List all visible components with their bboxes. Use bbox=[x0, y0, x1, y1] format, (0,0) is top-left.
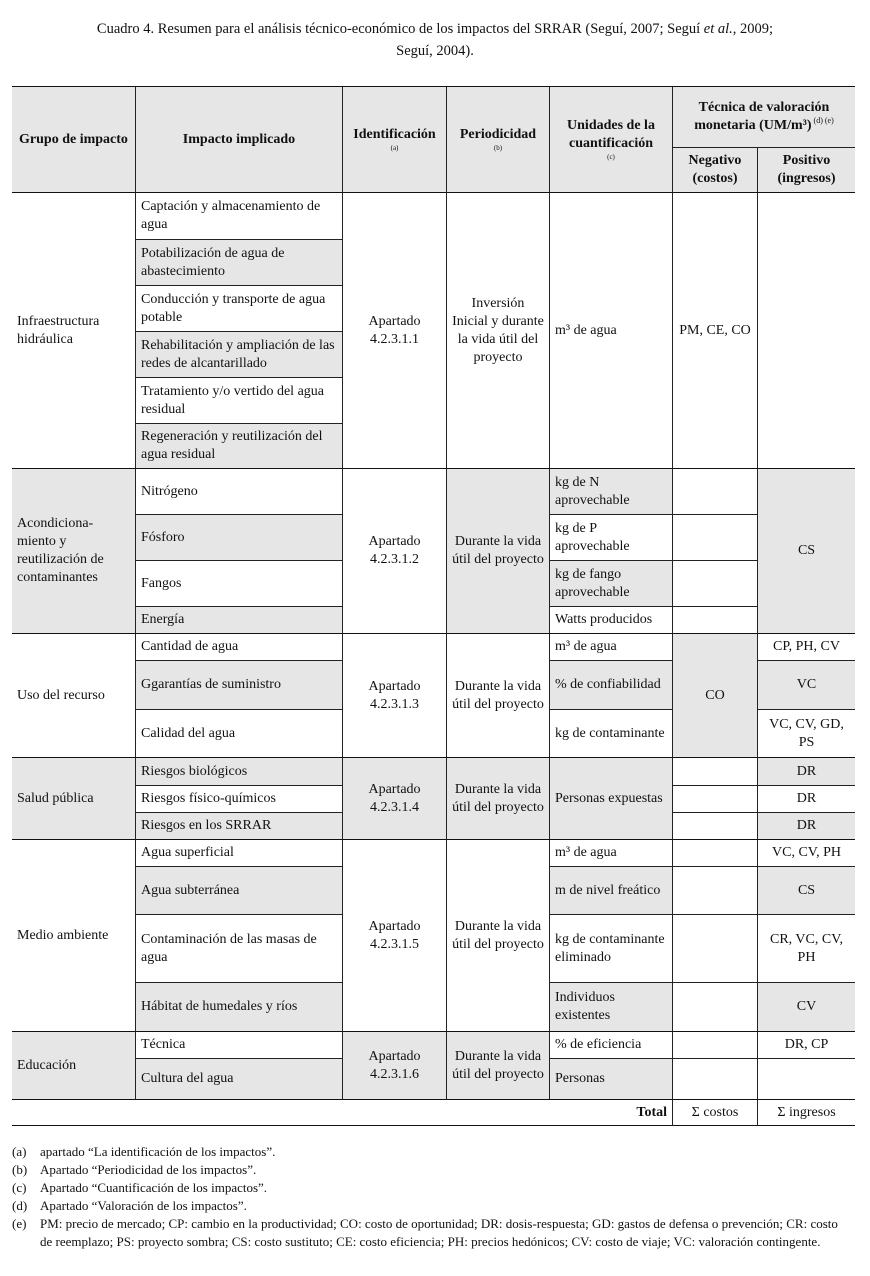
footnote bbox=[12, 1161, 842, 1179]
units-cell-text: Individuos existentes bbox=[555, 990, 615, 1023]
positive-valuation-cell bbox=[758, 786, 855, 813]
header-positive bbox=[758, 148, 855, 193]
negative-valuation-cell bbox=[673, 915, 758, 983]
negative-valuation-cell bbox=[673, 1059, 758, 1100]
group-name-text: Salud pública bbox=[17, 790, 94, 806]
table-caption bbox=[40, 18, 830, 62]
footnote bbox=[12, 1179, 842, 1197]
impact-item bbox=[136, 469, 343, 515]
positive-valuation-cell bbox=[758, 710, 855, 758]
impact-item-text: Conducción y transporte de agua potable bbox=[141, 291, 326, 325]
footnote-ref: (a) bbox=[390, 144, 399, 152]
footnote-ref: (c) bbox=[607, 153, 615, 161]
impact-item bbox=[136, 867, 343, 915]
identification-cell bbox=[343, 193, 447, 469]
impact-item bbox=[136, 1032, 343, 1059]
units-cell bbox=[550, 758, 673, 840]
impact-item bbox=[136, 332, 343, 378]
group-name bbox=[12, 1032, 136, 1100]
impact-item bbox=[136, 661, 343, 710]
impact-item bbox=[136, 378, 343, 424]
group-name bbox=[12, 840, 136, 1032]
header-group bbox=[12, 87, 136, 193]
header-periodicity-text: Periodicidad bbox=[459, 127, 537, 142]
header-identification bbox=[343, 87, 447, 193]
footnote-ref: (b) bbox=[493, 144, 503, 152]
negative-valuation-cell bbox=[673, 813, 758, 840]
units-cell-text: kg de contaminante eliminado bbox=[555, 931, 665, 965]
impact-item-text: Nitrógeno bbox=[141, 483, 198, 499]
periodicity-cell-text: Durante la vida útil del proyecto bbox=[452, 678, 544, 712]
impact-item bbox=[136, 840, 343, 867]
impact-item bbox=[136, 634, 343, 661]
header-negative bbox=[673, 148, 758, 193]
negative-valuation-cell-text: PM, CE, CO bbox=[679, 322, 751, 338]
units-cell bbox=[550, 915, 673, 983]
group-name-text: Acondiciona-miento y reutilización de contaminantes bbox=[17, 516, 104, 585]
negative-valuation-cell bbox=[673, 561, 758, 607]
positive-valuation-cell-text: CP, PH, CV bbox=[773, 639, 840, 654]
footnote-label: (b) bbox=[12, 1162, 28, 1177]
units-cell bbox=[550, 710, 673, 758]
group-name-text: Uso del recurso bbox=[17, 687, 105, 703]
group-name bbox=[12, 469, 136, 634]
header-impact-text: Impacto implicado bbox=[182, 131, 296, 147]
negative-valuation-cell bbox=[673, 840, 758, 867]
impact-item bbox=[136, 758, 343, 786]
negative-valuation-cell bbox=[673, 607, 758, 634]
total-income bbox=[758, 1100, 855, 1126]
periodicity-cell bbox=[447, 1032, 550, 1100]
footnote-text: PM: precio de mercado; CP: cambio en la productividad; CO: costo de oportunidad; DR: dosis-respuesta; GD: gastos de defensa o prevención; CR: costo de reemplazo; PS: proyecto sombra; CS: costo sustituto; CE: costo eficiencia; PH: precios hedónicos; CV: costo de viaje; VC: valoración contingente. bbox=[40, 1216, 838, 1249]
units-cell bbox=[550, 1032, 673, 1059]
identification-cell bbox=[343, 840, 447, 1032]
impact-item bbox=[136, 607, 343, 634]
positive-valuation-cell-text: DR bbox=[796, 791, 817, 806]
units-cell bbox=[550, 469, 673, 515]
units-cell-text: Personas expuestas bbox=[555, 790, 663, 806]
group-name bbox=[12, 193, 136, 469]
impact-item-text: Tratamiento y/o vertido del agua residual bbox=[141, 383, 324, 417]
impact-item-text: Captación y almacenamiento de agua bbox=[141, 199, 321, 232]
impact-item-text: Cantidad de agua bbox=[141, 639, 239, 654]
positive-valuation-cell bbox=[758, 1032, 855, 1059]
positive-valuation-cell bbox=[758, 469, 855, 634]
positive-valuation-cell bbox=[758, 840, 855, 867]
header-valuation bbox=[673, 87, 855, 148]
positive-valuation-cell bbox=[758, 758, 855, 786]
impact-item-text: Fangos bbox=[141, 575, 182, 591]
periodicity-cell bbox=[447, 469, 550, 634]
identification-cell bbox=[343, 1032, 447, 1100]
total-label bbox=[12, 1100, 673, 1126]
negative-valuation-cell bbox=[673, 758, 758, 786]
positive-valuation-cell bbox=[758, 983, 855, 1032]
periodicity-cell-text: Durante la vida útil del proyecto bbox=[452, 1048, 544, 1082]
units-cell bbox=[550, 193, 673, 469]
group-name bbox=[12, 634, 136, 758]
impact-item bbox=[136, 240, 343, 286]
positive-valuation-cell bbox=[758, 661, 855, 710]
units-cell-text: Personas bbox=[555, 1071, 605, 1086]
header-negative-text: Negativo (costos) bbox=[688, 153, 742, 186]
units-cell bbox=[550, 607, 673, 634]
footnote-text: Apartado “Cuantificación de los impactos”. bbox=[40, 1180, 268, 1195]
caption-line2: Seguí, 2004). bbox=[396, 43, 474, 59]
footnote bbox=[12, 1197, 842, 1215]
units-cell-text: % de eficiencia bbox=[555, 1037, 642, 1052]
negative-valuation-cell bbox=[673, 515, 758, 561]
impact-item-text: Hábitat de humedales y ríos bbox=[141, 999, 298, 1014]
impact-item bbox=[136, 193, 343, 240]
positive-valuation-cell-text: DR, CP bbox=[784, 1037, 829, 1052]
impact-item-text: Cultura del agua bbox=[141, 1071, 234, 1086]
negative-valuation-cell bbox=[673, 193, 758, 469]
identification-cell bbox=[343, 758, 447, 840]
impact-item-text: Agua subterránea bbox=[141, 882, 240, 898]
units-cell bbox=[550, 515, 673, 561]
impact-item bbox=[136, 1059, 343, 1100]
identification-cell-text: Apartado 4.2.3.1.2 bbox=[368, 534, 421, 567]
units-cell bbox=[550, 1059, 673, 1100]
units-cell-text: kg de N aprovechable bbox=[555, 474, 630, 508]
negative-valuation-cell bbox=[673, 867, 758, 915]
impact-item-text: Regeneración y reutilización del agua residual bbox=[141, 429, 323, 462]
positive-valuation-cell-text: CV bbox=[796, 999, 817, 1014]
units-cell bbox=[550, 561, 673, 607]
footnote-label: (c) bbox=[12, 1180, 27, 1195]
impact-item-text: Rehabilitación y ampliación de las redes de alcantarillado bbox=[141, 337, 335, 371]
header-impact bbox=[136, 87, 343, 193]
positive-valuation-cell-text: CR, VC, CV, PH bbox=[769, 931, 843, 965]
footnote bbox=[12, 1143, 842, 1161]
negative-valuation-cell bbox=[673, 786, 758, 813]
impact-item-text: Contaminación de las masas de agua bbox=[141, 931, 317, 965]
impact-item-text: Fósforo bbox=[141, 529, 185, 545]
impact-item bbox=[136, 786, 343, 813]
positive-valuation-cell-text: CS bbox=[797, 882, 816, 898]
negative-valuation-cell bbox=[673, 1032, 758, 1059]
units-cell-text: % de confiabilidad bbox=[555, 677, 661, 692]
group-name bbox=[12, 758, 136, 840]
header-valuation-text: Técnica de valoración monetaria (UM/m³) bbox=[694, 100, 830, 133]
positive-valuation-cell bbox=[758, 193, 855, 469]
impact-item-text: Calidad del agua bbox=[141, 725, 236, 741]
units-cell bbox=[550, 840, 673, 867]
units-cell-text: m³ de agua bbox=[555, 639, 617, 654]
identification-cell-text: Apartado 4.2.3.1.5 bbox=[368, 918, 421, 952]
units-cell-text: kg de P aprovechable bbox=[555, 520, 630, 554]
impact-item-text: Riesgos físico-químicos bbox=[141, 791, 276, 806]
periodicity-cell bbox=[447, 840, 550, 1032]
impact-item-text: Agua superficial bbox=[141, 845, 234, 860]
positive-valuation-cell bbox=[758, 915, 855, 983]
periodicity-cell-text: Durante la vida útil del proyecto bbox=[452, 781, 544, 815]
impact-item bbox=[136, 983, 343, 1032]
units-cell bbox=[550, 661, 673, 710]
positive-valuation-cell-text: CS bbox=[797, 543, 816, 558]
periodicity-cell bbox=[447, 758, 550, 840]
units-cell bbox=[550, 983, 673, 1032]
negative-valuation-cell bbox=[673, 469, 758, 515]
negative-valuation-cell bbox=[673, 983, 758, 1032]
identification-cell-text: Apartado 4.2.3.1.1 bbox=[368, 313, 421, 347]
positive-valuation-cell-text: VC, CV, GD, PS bbox=[769, 716, 844, 750]
header-units bbox=[550, 87, 673, 193]
identification-cell bbox=[343, 469, 447, 634]
units-cell-text: Watts producidos bbox=[555, 612, 653, 627]
units-cell-text: kg de contaminante bbox=[555, 725, 665, 741]
footnote-ref: (d) (e) bbox=[813, 116, 834, 126]
identification-cell-text: Apartado 4.2.3.1.3 bbox=[368, 678, 421, 712]
impact-item bbox=[136, 286, 343, 332]
caption-line1: Cuadro 4. Resumen para el análisis técnico-económico de los impactos del SRRAR (Seguí, 2007; Seguí bbox=[96, 21, 704, 37]
units-cell-text: m³ de agua bbox=[555, 845, 617, 860]
total-costs bbox=[673, 1100, 758, 1126]
positive-valuation-cell bbox=[758, 867, 855, 915]
units-cell-text: m³ de agua bbox=[555, 322, 617, 338]
impact-item bbox=[136, 710, 343, 758]
units-cell bbox=[550, 867, 673, 915]
impact-item-text: Técnica bbox=[141, 1037, 186, 1052]
negative-valuation-cell-text: CO bbox=[705, 687, 725, 703]
periodicity-cell bbox=[447, 193, 550, 469]
impact-item bbox=[136, 915, 343, 983]
identification-cell bbox=[343, 634, 447, 758]
units-cell-text: kg de fango aprovechable bbox=[555, 566, 630, 600]
header-periodicity bbox=[447, 87, 550, 193]
identification-cell-text: Apartado 4.2.3.1.4 bbox=[368, 781, 421, 815]
impact-item-text: Ggarantías de suministro bbox=[141, 677, 281, 692]
periodicity-cell bbox=[447, 634, 550, 758]
periodicity-cell-text: Inversión Inicial y durante la vida útil del proyecto bbox=[452, 295, 544, 365]
positive-valuation-cell-text: DR bbox=[796, 818, 817, 833]
negative-valuation-cell bbox=[673, 634, 758, 758]
group-name-text: Medio ambiente bbox=[17, 927, 109, 943]
footnote bbox=[12, 1215, 842, 1250]
periodicity-cell-text: Durante la vida útil del proyecto bbox=[452, 918, 544, 952]
impact-item bbox=[136, 813, 343, 840]
units-cell bbox=[550, 634, 673, 661]
impact-item-text: Potabilización de agua de abastecimiento bbox=[141, 245, 285, 279]
positive-valuation-cell bbox=[758, 634, 855, 661]
periodicity-cell-text: Durante la vida útil del proyecto bbox=[452, 534, 544, 567]
positive-valuation-cell-text: DR bbox=[796, 763, 817, 779]
positive-valuation-cell-text: VC, CV, PH bbox=[772, 845, 841, 860]
total-costs-text: Σ costos bbox=[691, 1104, 739, 1120]
group-name-text: Infraestructura hidráulica bbox=[17, 313, 100, 347]
header-units-text: Unidades de la cuantificación bbox=[567, 118, 655, 151]
impact-item-text: Energía bbox=[141, 612, 185, 627]
header-group-text: Grupo de impacto bbox=[19, 131, 128, 147]
footnote-label: (e) bbox=[12, 1216, 27, 1231]
impact-item bbox=[136, 561, 343, 607]
caption-etal: et al. bbox=[703, 21, 733, 37]
positive-valuation-cell bbox=[758, 813, 855, 840]
footnote-label: (d) bbox=[12, 1198, 28, 1213]
caption-line1-suffix: , 2009; bbox=[732, 21, 774, 37]
footnote-text: Apartado “Valoración de los impactos”. bbox=[40, 1198, 247, 1213]
impact-item bbox=[136, 424, 343, 469]
impact-item-text: Riesgos en los SRRAR bbox=[141, 818, 272, 833]
header-identification-text: Identificación bbox=[353, 127, 436, 142]
identification-cell-text: Apartado 4.2.3.1.6 bbox=[368, 1048, 421, 1082]
total-label-text: Total bbox=[636, 1104, 667, 1120]
positive-valuation-cell-text: VC bbox=[796, 677, 817, 692]
group-name-text: Educación bbox=[17, 1057, 77, 1073]
impact-item-text: Riesgos biológicos bbox=[141, 763, 248, 779]
positive-valuation-cell bbox=[758, 1059, 855, 1100]
impact-item bbox=[136, 515, 343, 561]
footnote-text: Apartado “Periodicidad de los impactos”. bbox=[40, 1162, 257, 1177]
units-cell-text: m de nivel freático bbox=[555, 882, 661, 898]
header-positive-text: Positivo (ingresos) bbox=[777, 153, 836, 186]
footnote-label: (a) bbox=[12, 1144, 27, 1159]
total-income-text: Σ ingresos bbox=[777, 1104, 836, 1120]
header-valuation-wrapper bbox=[678, 99, 850, 135]
footnote-text: apartado “La identificación de los impactos”. bbox=[40, 1144, 276, 1159]
